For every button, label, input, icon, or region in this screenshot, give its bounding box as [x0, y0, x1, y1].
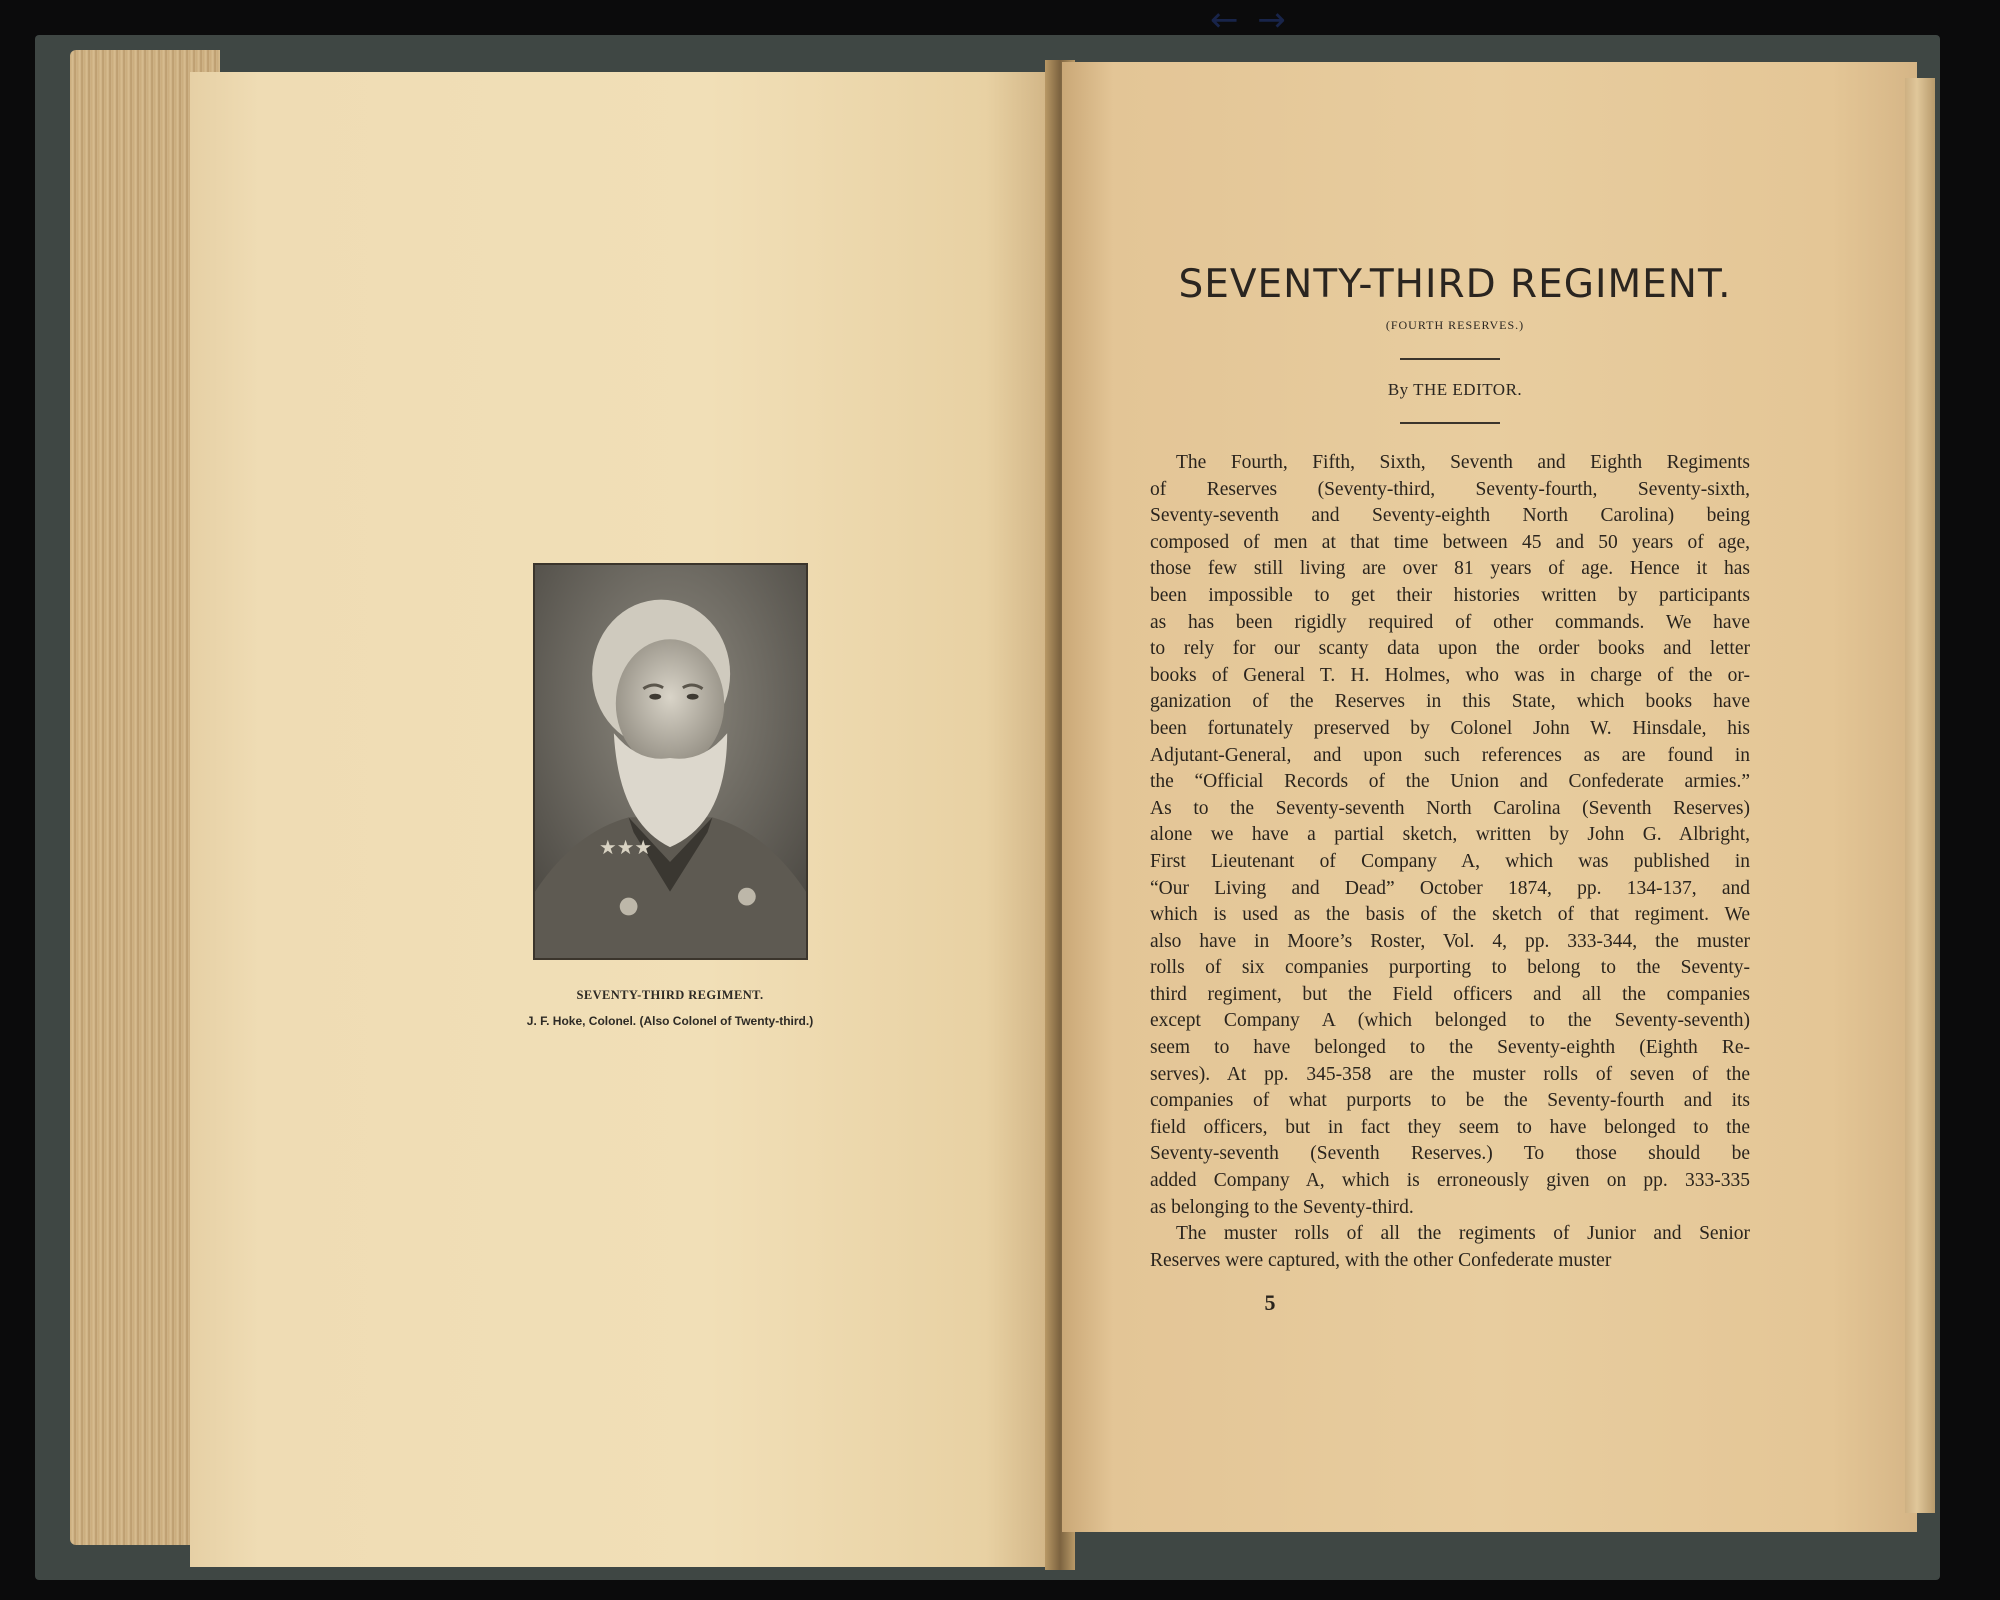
body-line: seem to have belonged to the Seventy-eighth (Eighth Re- [1150, 1037, 1750, 1059]
body-line: companies of what purports to be the Seventy-fourth and its [1150, 1090, 1750, 1112]
body-text [1150, 450, 1750, 1274]
body-line: The muster rolls of all the regiments of Junior and Senior [1176, 1223, 1750, 1245]
byline: By THE EDITOR. [1387, 380, 1523, 399]
divider-bottom [1400, 422, 1500, 424]
body-line: composed of men at that time between 45 and 50 years of age, [1150, 531, 1750, 553]
portrait-photo [533, 563, 808, 960]
body-line: to rely for our scanty data upon the order books and letter [1150, 638, 1750, 660]
body-line: been impossible to get their histories written by participants [1150, 584, 1750, 606]
body-line: the “Official Records of the Union and Confederate armies.” [1150, 771, 1750, 793]
portrait-caption-subtitle: J. F. Hoke, Colonel. (Also Colonel of Twenty-third.) [526, 1014, 814, 1028]
divider-top [1400, 358, 1500, 360]
body-line: Seventy-seventh (Seventh Reserves.) To those should be [1150, 1143, 1750, 1165]
body-line: “Our Living and Dead” October 1874, pp. 134-137, and [1150, 877, 1750, 899]
body-line: been fortunately preserved by Colonel John W. Hinsdale, his [1150, 717, 1750, 739]
portrait-image [535, 565, 806, 958]
body-line: which is used as the basis of the sketch of that regiment. We [1150, 904, 1750, 926]
body-line: The Fourth, Fifth, Sixth, Seventh and Eighth Regiments [1176, 452, 1750, 473]
svg-text:★★★: ★★★ [599, 836, 653, 860]
body-line: Adjutant-General, and upon such references as are found in [1150, 744, 1750, 766]
body-line: third regiment, but the Field officers and all the companies [1150, 983, 1750, 1005]
body-line: As to the Seventy-seventh North Carolina (Seventh Reserves) [1150, 797, 1750, 819]
right-page-edges [1905, 78, 1935, 1513]
body-line: rolls of six companies purporting to belong to the Seventy- [1150, 957, 1750, 979]
body-line: as has been rigidly required of other commands. We have [1150, 611, 1750, 633]
navigation-arrows-icon [1210, 0, 1560, 40]
body-line: alone we have a partial sketch, written by John G. Albright, [1150, 824, 1750, 846]
body-line: serves). At pp. 345-358 are the muster rolls of seven of the [1150, 1063, 1750, 1085]
chapter-title: SEVENTY-THIRD REGIMENT. [1178, 262, 1732, 307]
body-line: of Reserves (Seventy-third, Seventy-fourth, Seventy-sixth, [1150, 478, 1750, 500]
body-line: ganization of the Reserves in this State, which books have [1150, 691, 1750, 713]
page-number: 5 [1264, 1290, 1276, 1315]
body-line: also have in Moore’s Roster, Vol. 4, pp. 333-344, the muster [1150, 930, 1750, 952]
body-line: Reserves were captured, with the other Confederate muster [1150, 1249, 1612, 1271]
nav-arrows-text: ← → [1210, 0, 1290, 40]
body-line: First Lieutenant of Company A, which was published in [1150, 850, 1750, 872]
body-line: Seventy-seventh and Seventy-eighth North Carolina) being [1150, 505, 1750, 527]
body-line: books of General T. H. Holmes, who was in charge of the or- [1150, 664, 1750, 686]
portrait-caption-title: SEVENTY-THIRD REGIMENT. [576, 988, 764, 1002]
body-line: added Company A, which is erroneously given on pp. 333-335 [1150, 1170, 1750, 1192]
body-line: as belonging to the Seventy-third. [1150, 1196, 1414, 1218]
body-line: field officers, but in fact they seem to have belonged to the [1150, 1116, 1750, 1138]
body-line: except Company A (which belonged to the Seventy-seventh) [1150, 1010, 1750, 1032]
chapter-subtitle: (FOURTH RESERVES.) [1385, 318, 1525, 332]
body-line: those few still living are over 81 years of age. Hence it has [1150, 558, 1750, 580]
